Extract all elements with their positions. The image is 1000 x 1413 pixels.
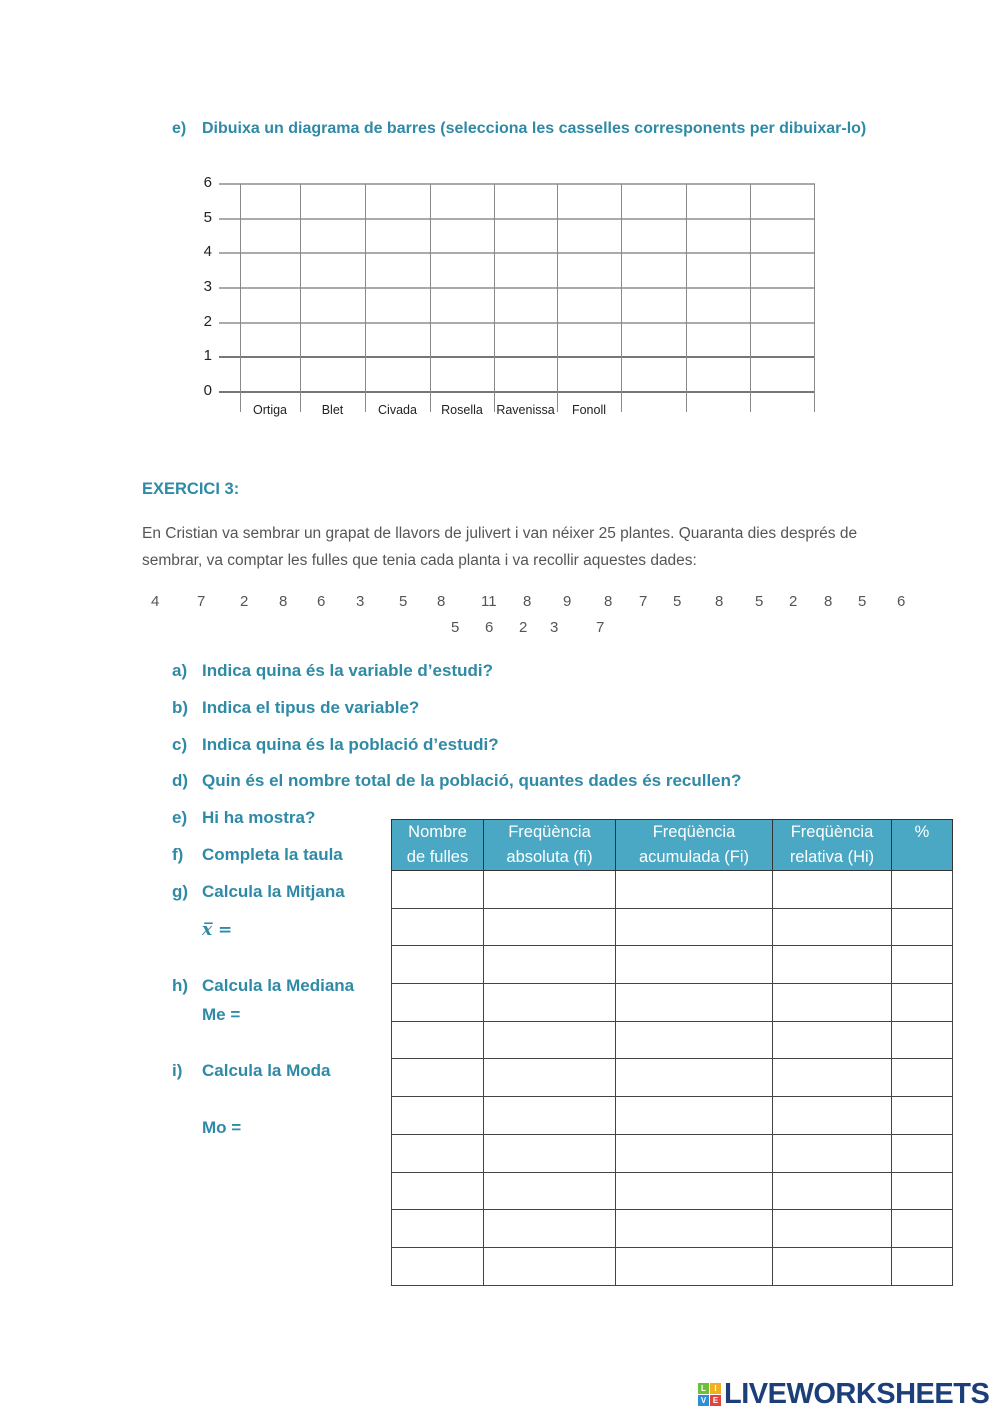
table-input-cell[interactable] (484, 1172, 616, 1210)
bar-cell[interactable] (301, 289, 364, 322)
data-value: 8 (604, 593, 613, 610)
statement-line: sembrar, va comptar les fulles que tenia cada planta i va recollir aquestes dades: (142, 552, 697, 569)
header-text-line: absoluta (fi) (506, 848, 593, 866)
header-text-line: Freqüència (652, 823, 736, 841)
liveworksheets-logo (698, 1378, 989, 1411)
table-row (392, 946, 953, 984)
table-input-cell[interactable] (616, 1021, 773, 1059)
bar-cell[interactable] (366, 358, 429, 391)
mean-answer-label: x̅ = (202, 920, 233, 940)
data-value: 7 (639, 593, 648, 610)
question-text: Indica quina és la població d’estudi? (202, 735, 499, 754)
bar-cell[interactable] (495, 220, 556, 253)
table-input-cell[interactable] (892, 871, 953, 909)
table-input-cell[interactable] (773, 984, 892, 1022)
question-letter: c) (172, 735, 188, 754)
question-item (172, 976, 354, 996)
question-item (172, 882, 345, 902)
x-category-label: Civada (378, 403, 417, 417)
table-input-cell[interactable] (773, 1059, 892, 1097)
data-value: 6 (897, 593, 906, 610)
x-category-label: Fonoll (571, 403, 607, 417)
bar-cell[interactable] (622, 185, 685, 218)
question-item (172, 1061, 330, 1081)
table-input-cell[interactable] (392, 908, 484, 946)
data-value: 2 (789, 593, 798, 610)
table-input-cell[interactable] (773, 1134, 892, 1172)
table-input-cell[interactable] (892, 908, 953, 946)
logo-letter: V (698, 1395, 709, 1406)
table-input-cell[interactable] (773, 908, 892, 946)
bar-cell[interactable] (431, 324, 493, 357)
data-value: 9 (563, 593, 572, 610)
question-text: Quin és el nombre total de la població, quantes dades és recullen? (202, 771, 742, 790)
y-tick-label: 4 (203, 243, 212, 261)
logo-icon (698, 1383, 721, 1406)
header-text-line: Nombre (408, 823, 467, 841)
bar-cell[interactable] (301, 220, 364, 253)
table-input-cell[interactable] (392, 984, 484, 1022)
table-row (392, 984, 953, 1022)
data-value: 5 (858, 593, 867, 610)
table-input-cell[interactable] (773, 1097, 892, 1135)
table-input-cell[interactable] (892, 1134, 953, 1172)
header-text-line: Freqüència (508, 823, 591, 841)
table-input-cell[interactable] (484, 984, 616, 1022)
data-value: 5 (673, 593, 682, 610)
question-letter: h) (172, 976, 189, 995)
bar-cell[interactable] (751, 358, 813, 391)
bar-cell[interactable] (558, 289, 620, 322)
y-tick-label: 5 (203, 208, 212, 226)
data-value: 6 (485, 619, 494, 636)
table-input-cell[interactable] (392, 1059, 484, 1097)
bar-cell[interactable] (622, 358, 685, 391)
bar-cell[interactable] (687, 185, 749, 218)
mode-answer-label: Mo = (202, 1118, 242, 1137)
y-tick-label: 1 (203, 347, 212, 365)
table-row (392, 1247, 953, 1285)
bar-cell[interactable] (366, 185, 429, 218)
bar-cell[interactable] (558, 254, 620, 287)
bar-cell[interactable] (431, 220, 493, 253)
table-input-cell[interactable] (616, 1247, 773, 1285)
table-input-cell[interactable] (392, 1210, 484, 1248)
question-item (172, 771, 741, 791)
data-value: 5 (755, 593, 764, 610)
table-input-cell[interactable] (616, 984, 773, 1022)
question-letter: d) (172, 771, 189, 790)
data-value: 11 (481, 593, 497, 610)
x-category-label: Blet (321, 403, 344, 417)
bar-cell[interactable] (558, 220, 620, 253)
question-item (172, 845, 343, 865)
question-item (172, 808, 315, 828)
data-value: 8 (279, 593, 288, 610)
bar-cell[interactable] (301, 254, 364, 287)
y-tick-label: 0 (203, 382, 212, 399)
table-input-cell[interactable] (484, 946, 616, 984)
bar-cell[interactable] (431, 358, 493, 391)
table-row (392, 1172, 953, 1210)
data-value: 8 (824, 593, 833, 610)
bar-cell[interactable] (751, 220, 813, 253)
header-text-line: % (914, 823, 930, 841)
table-input-cell[interactable] (392, 1021, 484, 1059)
table-header-cell (773, 820, 892, 871)
question-letter: a) (172, 661, 188, 680)
table-input-cell[interactable] (616, 1134, 773, 1172)
question-letter: f) (172, 845, 184, 864)
table-row (392, 1134, 953, 1172)
table-input-cell[interactable] (773, 1172, 892, 1210)
logo-text: LIVEWORKSHEETS (724, 1378, 990, 1410)
gridline-vertical (814, 184, 815, 412)
bar-cell[interactable] (301, 185, 364, 218)
data-value: 7 (596, 619, 605, 636)
table-header-cell (892, 820, 953, 871)
header-text-line: de fulles (406, 848, 469, 866)
table-input-cell[interactable] (392, 1097, 484, 1135)
table-input-cell[interactable] (484, 1021, 616, 1059)
table-row (392, 908, 953, 946)
data-value: 5 (399, 593, 408, 610)
bar-cell[interactable] (687, 358, 749, 391)
bar-cell[interactable] (751, 185, 813, 218)
table-input-cell[interactable] (773, 871, 892, 909)
bar-cell[interactable] (431, 185, 493, 218)
data-value: 3 (356, 593, 365, 610)
table-input-cell[interactable] (892, 946, 953, 984)
table-input-cell[interactable] (392, 1172, 484, 1210)
bar-cell[interactable] (241, 220, 299, 253)
table-input-cell[interactable] (892, 1021, 953, 1059)
table-input-cell[interactable] (616, 871, 773, 909)
question-letter: g) (172, 882, 189, 901)
table-input-cell[interactable] (616, 1059, 773, 1097)
bar-cell[interactable] (366, 324, 429, 357)
bar-cell[interactable] (241, 358, 299, 391)
bar-cell[interactable] (241, 254, 299, 287)
bar-cell[interactable] (366, 254, 429, 287)
data-value: 4 (151, 593, 160, 610)
table-input-cell[interactable] (484, 908, 616, 946)
question-text: Indica quina és la variable d’estudi? (202, 661, 493, 680)
question-text: Completa la taula (202, 845, 343, 864)
y-tick-label: 6 (203, 174, 212, 191)
data-value: 7 (197, 593, 206, 610)
bar-cell[interactable] (431, 289, 493, 322)
table-input-cell[interactable] (892, 1097, 953, 1135)
table-input-cell[interactable] (892, 1210, 953, 1248)
bar-cell[interactable] (366, 220, 429, 253)
bar-cell[interactable] (241, 289, 299, 322)
question-item (172, 661, 493, 681)
y-tick-label: 3 (203, 278, 212, 295)
data-value: 8 (715, 593, 724, 610)
y-tick-label: 2 (203, 312, 212, 330)
question-text: Calcula la Moda (202, 1061, 331, 1080)
data-value: 8 (437, 593, 446, 610)
question-letter: b) (172, 698, 189, 717)
table-input-cell[interactable] (484, 1059, 616, 1097)
data-value: 2 (519, 619, 528, 636)
question-letter: e) (172, 120, 187, 137)
bar-cell[interactable] (241, 324, 299, 357)
table-input-cell[interactable] (892, 984, 953, 1022)
table-input-cell[interactable] (773, 1247, 892, 1285)
median-answer-label: Me = (202, 1005, 241, 1024)
bar-cell[interactable] (751, 289, 813, 322)
table-input-cell[interactable] (773, 1021, 892, 1059)
data-value: 2 (240, 593, 249, 610)
table-input-cell[interactable] (392, 871, 484, 909)
bar-cell[interactable] (495, 254, 556, 287)
header-text-line: Freqüència (790, 823, 874, 841)
table-input-cell[interactable] (616, 1172, 773, 1210)
question-letter: e) (172, 808, 188, 827)
table-input-cell[interactable] (773, 1210, 892, 1248)
bar-cell[interactable] (687, 254, 749, 287)
header-text-line: relativa (Hi) (789, 848, 875, 866)
table-input-cell[interactable] (392, 1134, 484, 1172)
chart-question (172, 120, 866, 138)
table-input-cell[interactable] (484, 1134, 616, 1172)
bar-cell[interactable] (558, 185, 620, 218)
bar-cell[interactable] (622, 220, 685, 253)
logo-letter: L (698, 1383, 709, 1394)
bar-cell[interactable] (495, 289, 556, 322)
gridline (219, 391, 815, 393)
header-text-line: acumulada (Fi) (638, 848, 750, 866)
question-letter: i) (172, 1061, 183, 1080)
bar-cell[interactable] (431, 254, 493, 287)
bar-cell[interactable] (622, 324, 685, 357)
table-input-cell[interactable] (484, 871, 616, 909)
table-input-cell[interactable] (484, 1210, 616, 1248)
table-input-cell[interactable] (616, 946, 773, 984)
bar-cell[interactable] (495, 324, 556, 357)
table-input-cell[interactable] (892, 1172, 953, 1210)
table-input-cell[interactable] (484, 1097, 616, 1135)
bar-cell[interactable] (366, 289, 429, 322)
x-category-label: Rosella (441, 403, 483, 417)
logo-letter: I (710, 1383, 721, 1394)
bar-cell[interactable] (687, 220, 749, 253)
table-header-cell (484, 820, 616, 871)
bar-cell[interactable] (495, 358, 556, 391)
question-text: Indica el tipus de variable? (202, 698, 420, 717)
table-input-cell[interactable] (616, 1210, 773, 1248)
statement-line: En Cristian va sembrar un grapat de llavors de julivert i van néixer 25 plantes. Quaranta dies després de (142, 525, 858, 542)
bar-cell[interactable] (301, 358, 364, 391)
table-row (392, 1021, 953, 1059)
data-value: 5 (451, 619, 460, 636)
question-text: Dibuixa un diagrama de barres (selecciona les casselles corresponents per dibuixar-lo) (202, 120, 867, 137)
table-row (392, 1059, 953, 1097)
table-input-cell[interactable] (392, 946, 484, 984)
table-header-row (392, 820, 953, 871)
bar-cell[interactable] (301, 324, 364, 357)
table-header-cell (392, 820, 484, 871)
exercise-statement (142, 520, 857, 574)
data-value: 3 (550, 619, 559, 636)
frequency-table (391, 819, 953, 1286)
bar-cell[interactable] (558, 324, 620, 357)
table-header-cell (616, 820, 773, 871)
table-row (392, 871, 953, 909)
data-value: 8 (523, 593, 532, 610)
bar-cell[interactable] (751, 254, 813, 287)
table-row (392, 1097, 953, 1135)
table-input-cell[interactable] (892, 1247, 953, 1285)
table-input-cell[interactable] (773, 946, 892, 984)
bar-cell[interactable] (622, 289, 685, 322)
table-input-cell[interactable] (392, 1247, 484, 1285)
exercise-title: EXERCICI 3: (142, 480, 240, 498)
question-text: Calcula la Mediana (202, 976, 355, 995)
data-value: 6 (317, 593, 326, 610)
bar-cell[interactable] (495, 185, 556, 218)
bar-cell[interactable] (687, 289, 749, 322)
table-input-cell[interactable] (892, 1059, 953, 1097)
table-input-cell[interactable] (484, 1247, 616, 1285)
bar-cell[interactable] (622, 254, 685, 287)
logo-letter: E (710, 1395, 721, 1406)
question-item (172, 735, 499, 755)
x-category-label: Ravenissa (496, 403, 555, 417)
table-row (392, 1210, 953, 1248)
x-category-label: Ortiga (252, 403, 288, 417)
bar-cell[interactable] (558, 358, 620, 391)
table-input-cell[interactable] (616, 1097, 773, 1135)
question-text: Calcula la Mitjana (202, 882, 345, 901)
bar-cell[interactable] (241, 185, 299, 218)
question-item (172, 698, 419, 718)
bar-cell[interactable] (687, 324, 749, 357)
bar-cell[interactable] (751, 324, 813, 357)
question-text: Hi ha mostra? (202, 808, 316, 827)
table-input-cell[interactable] (616, 908, 773, 946)
